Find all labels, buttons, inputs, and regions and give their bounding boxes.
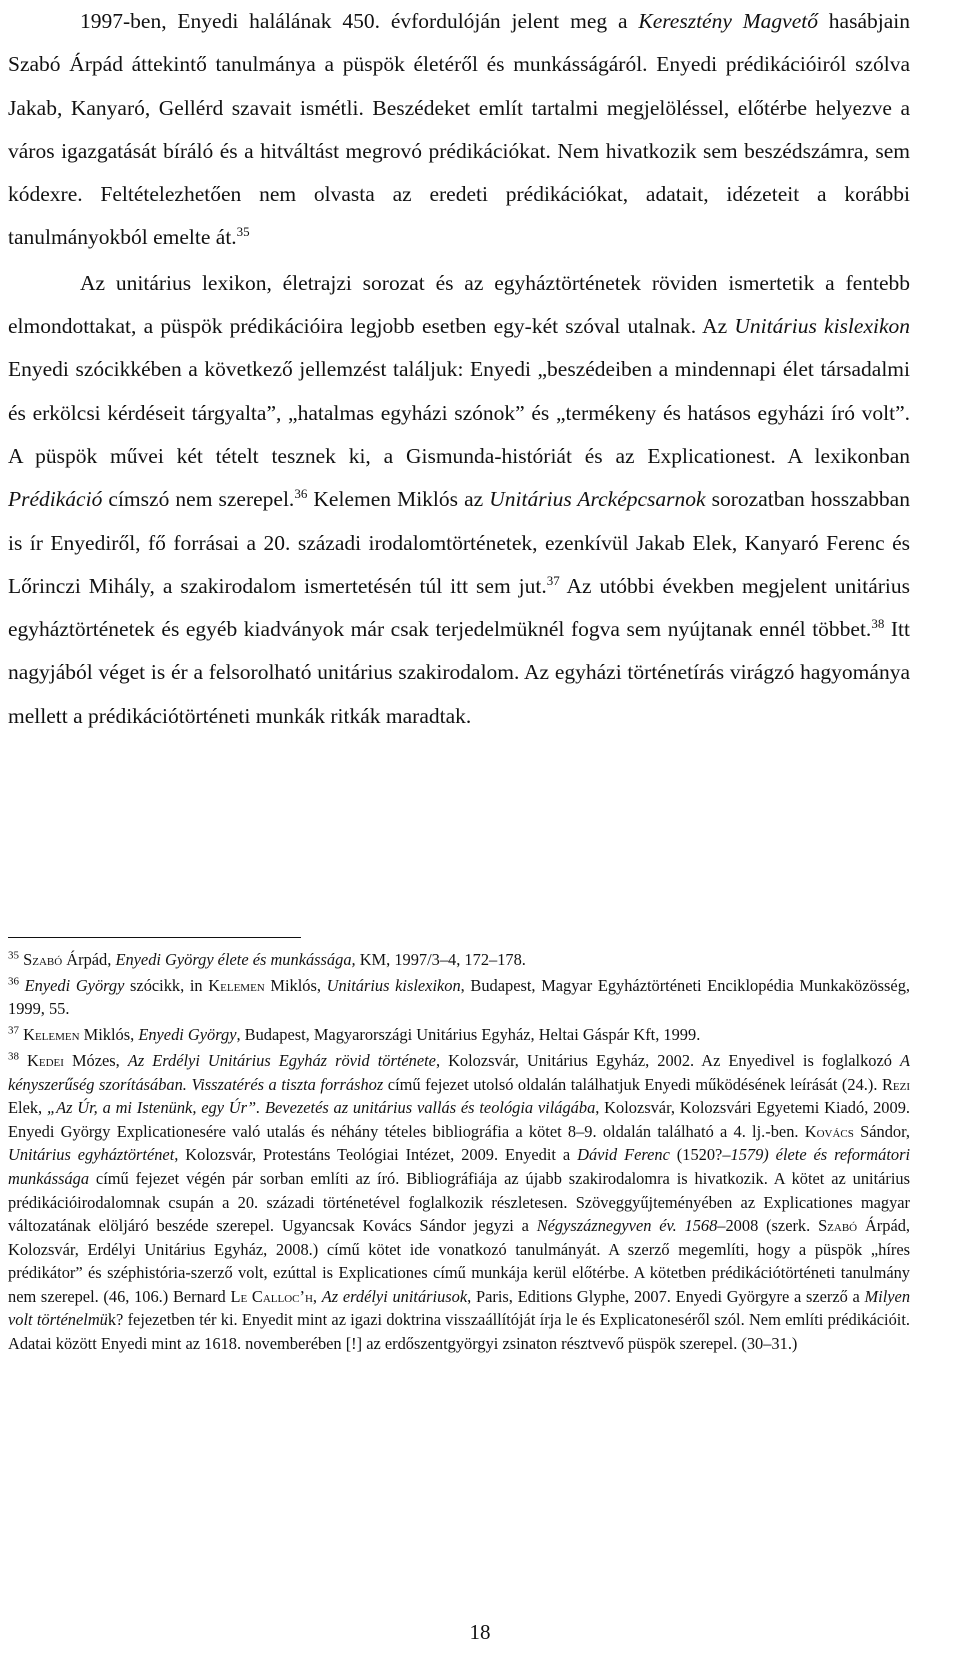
text-run: Miklós, — [79, 1025, 139, 1045]
text-run: Az utóbbi években megjelent unitárius egyháztörténetek és egyéb kiadványok már csak terjedelmüknél fogva sem nyújtanak ennél többet. — [8, 573, 910, 642]
text-run: Az unitárius lexikon, életrajzi sorozat és az egyháztörténetek röviden ismertetik a fentebb elmondottakat, a püspök prédikációira legjobb esetben egy-két szóval utalnak. Az — [8, 270, 910, 339]
text-run: KM, 1997/3–4, 172–178. — [355, 950, 526, 969]
cited-title: –1579) élete és reformátori munkássága — [8, 1145, 910, 1188]
author-name: Kovács — [804, 1121, 854, 1141]
main-text — [8, 0, 910, 738]
text-run: , — [312, 1286, 322, 1306]
text-run: sorozatban hosszabban is ír Enyediről, fő forrásai a 20. századi irodalomtörténetek, ezenkívül Jakab Elek, Kanyaró Ferenc és Lőrinczi Mihály, a szakirodalom ismertetésén túl itt sem jut. — [8, 487, 910, 598]
text-run: , Paris, Editions Glyphe, 2007. Enyedi Györgyre a szerző a — [467, 1286, 865, 1306]
page-number: 18 — [469, 1620, 491, 1644]
series-title: Unitárius Arcképcsarnok — [489, 487, 706, 512]
footnote-number: 37 — [8, 1024, 19, 1037]
text-run: Miklós, — [264, 975, 327, 995]
author-name: Kedei — [27, 1050, 64, 1070]
text-run: Mózes, — [63, 1050, 128, 1070]
footnote-separator — [8, 937, 301, 938]
text-run: 1997-ben, Enyedi halálának 450. évfordulóján jelent meg a — [80, 9, 639, 33]
book-title: Unitárius kislexikon — [734, 314, 911, 339]
text-run: című fejezet utolsó oldalán találhatjuk Enyedi működésének leírását (24.). — [383, 1074, 882, 1094]
cited-title: Az erdélyi unitáriusok — [321, 1286, 468, 1306]
author-name: Kelemen — [208, 975, 265, 995]
footnote-37 — [8, 1023, 910, 1047]
footnote-number: 35 — [8, 949, 19, 962]
paragraph-2 — [8, 262, 910, 738]
cited-title: Négyszáznegyven év. 1568 — [536, 1216, 718, 1236]
text-run: hasábjain Szabó Árpád áttekintő tanulmánya a püspök életéről és munkásságáról. Enyedi prédikációiról szólva Jakab, Kanyaró, Gellérd szavait ismétli. Beszédeket említ tartalmi megjelöléssel, előtérbe helyezve a város igazgatását bíráló és a hitváltást megrovó prédikációkat. Nem hivatkozik sem beszédszámra, sem kódexre. Feltételezhetően nem olvasta az eredeti prédikációkat, adatait, idézeteit a korábbi tanulmányokból emelte át. — [8, 9, 910, 250]
footnote-number: 36 — [8, 975, 19, 988]
text-run: című fejezet végén pár sorban említi az író. Bibliográfiája az újabb szakirodalomra is hivatkozik. A kötet az unitárius prédikációirodalomnak csupán a 20. századi történetével foglalkozik részletesen. Szöveggyűjteményében az Explicationes magyar változatának elöljáró beszéde szerepel. Ugyancsak Kovács Sándor jegyzi a — [8, 1168, 910, 1236]
author-name: Kelemen — [23, 1025, 80, 1045]
text-run: Sándor, — [853, 1121, 910, 1141]
footnote-ref-37[interactable]: 37 — [546, 572, 560, 588]
footnote-ref-38[interactable]: 38 — [871, 616, 885, 631]
text-run: , Kolozsvár, Protestáns Teológiai Intézet, 2009. Enyedit a — [174, 1145, 578, 1165]
footnotes — [8, 948, 910, 1358]
author-name: Szabó — [818, 1216, 858, 1236]
cited-title: Unitárius kislexikon — [326, 975, 461, 995]
text-run — [19, 1051, 27, 1070]
text-run: –2008 (szerk. — [717, 1216, 819, 1236]
text-run: Enyedi szócikkében a következő jellemzést találjuk: Enyedi „beszédeiben a mindennapi élet társadalmi és erkölcsi kérdéseit tárgyalta”, „hatalmas egyházi szónok” és „termékeny és hatásos egyházi író volt”. A püspök művei két tételt tesznek ki, a Gismunda-históriát és az Explicationest. A lexikonban — [8, 357, 910, 468]
footnote-number: 38 — [8, 1050, 19, 1063]
entry-title: Prédikáció — [8, 487, 103, 512]
footnote-38 — [8, 1049, 910, 1356]
cited-title: Milyen volt történelmü — [8, 1286, 911, 1330]
cited-title: Unitárius egyháztörténet — [8, 1145, 175, 1165]
text-run: , Kolozsvár, Kolozsvári Egyetemi Kiadó, 2009. Enyedi György Explicationesére való utalás és néhány tételes bibliográfia a kötet 8–9. oldalán található a 4. lj.-ben. — [8, 1098, 910, 1141]
paragraph-1 — [8, 0, 910, 260]
text-run: , Kolozsvár, Unitárius Egyház, 2002. Az Enyedivel is foglalkozó — [435, 1050, 900, 1070]
footnote-36 — [8, 974, 910, 1021]
text-run: k? fejezetben tér ki. Enyedit mint az igazi doktrina visszaállítóját írja le és Explicatoneséről szól. Nem említi prédikációit. Adatai között Enyedi mint az 1618. novemberében [!] az erdőszentgyörgyi zsinaton résztvevő püspök szerepel. (30–31.) — [8, 1310, 910, 1354]
cited-title: Enyedi György — [19, 975, 125, 995]
cited-title: Enyedi György — [138, 1025, 237, 1045]
text-run: Elek, — [8, 1098, 47, 1118]
cited-title: „Az Úr, a mi Istenünk, egy Úr”. Bevezetés az unitárius vallás és teológia világába — [46, 1098, 596, 1118]
author-name: Rezi — [881, 1074, 910, 1094]
footnote-ref-35[interactable]: 35 — [236, 224, 250, 240]
text-run: Itt nagyjából véget is ér a felsorolható unitárius szakirodalom. Az egyházi történetírás virágzó hagyománya mellett a prédikációtörténeti munkák ritkák maradtak. — [8, 617, 910, 728]
text-run: (1520? — [669, 1145, 723, 1165]
text-run: , Budapest, Magyar Egyháztörténeti Enciklopédia Munkaközösség, 1999, 55. — [8, 975, 911, 1019]
cited-title: Dávid Ferenc — [577, 1145, 670, 1165]
cited-title: A kényszerűség szorításában. Visszatérés a tiszta forráshoz — [8, 1050, 911, 1094]
text-run: Árpád, — [62, 950, 116, 969]
footnote-35 — [8, 948, 910, 972]
footnote-ref-36[interactable]: 36 — [294, 486, 308, 502]
journal-title: Keresztény Magvető — [638, 9, 818, 33]
author-name: Le Calloc’h — [230, 1286, 313, 1306]
cited-title: Az Erdélyi Unitárius Egyház rövid története — [127, 1050, 436, 1070]
text-run: Kelemen Miklós az — [307, 487, 490, 512]
author-name: Szabó — [23, 950, 63, 969]
text-run: címszó nem szerepel. — [102, 487, 295, 512]
cited-title: Enyedi György élete és munkássága, — [115, 950, 356, 969]
text-run: , Budapest, Magyarországi Unitárius Egyház, Heltai Gáspár Kft, 1999. — [236, 1025, 701, 1045]
text-run: Árpád, Kolozsvár, Erdélyi Unitárius Egyház, 2008.) című kötet ide vonatkozó tanulmányát. A szerző megemlíti, hogy a püspök „híres prédikátor” és széphistória-szerző volt, ezúttal is Explicationes című munkája kerül előtérbe. A kötetben prédikációtörténeti tanulmány nem szerepel. (46, 106.) Bernard — [8, 1216, 911, 1306]
text-run: szócikk, in — [124, 975, 209, 995]
